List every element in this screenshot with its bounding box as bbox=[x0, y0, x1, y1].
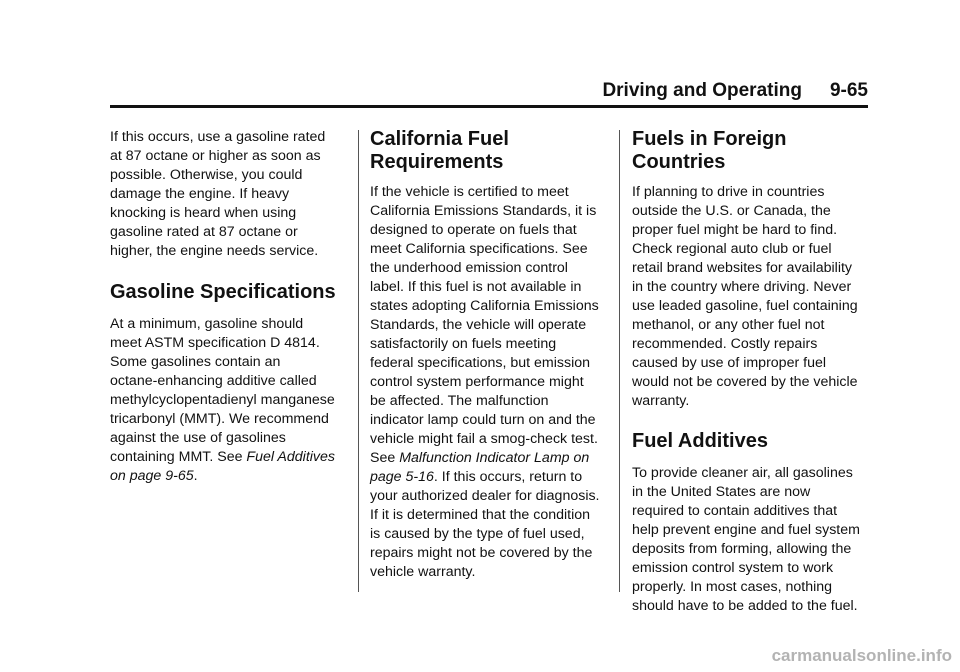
fuel-additives-link[interactable]: Fuel Additives bbox=[246, 449, 336, 465]
column-1 bbox=[110, 128, 350, 486]
california-fuel-heading: California Fuel Requirements bbox=[370, 128, 509, 173]
fuel-additives-heading: Fuel Additives bbox=[632, 430, 768, 452]
page-number: 9-65 bbox=[829, 80, 868, 101]
malfunction-indicator-lamp-link[interactable]: Malfunction Indicator Lamp on bbox=[399, 450, 590, 466]
fuels-in-foreign-countries-heading: Fuels in Foreign Countries bbox=[632, 128, 787, 173]
section-title: Driving and Operating bbox=[602, 80, 802, 101]
fuel-additives-paragraph: To provide cleaner air, all gasolines in the United States are now required to contain additives that help prevent engine and fuel system deposits from forming, allowing the emission control system to work properly. In most cases, nothing should have to be added to the fuel. bbox=[632, 465, 860, 614]
malfunction-indicator-page-link[interactable]: page 5-16 bbox=[370, 469, 434, 485]
foreign-countries-paragraph: If planning to drive in countries outside the U.S. or Canada, the proper fuel might be hard to find. Check regional auto club or fuel retail brand websites for availability in the country where driving. Never use leaded gasoline, fuel containing methanol, or any other fuel not recommended. Costly repairs caused by use of improper fuel would not be covered by the vehicle warranty. bbox=[632, 184, 858, 409]
column-2 bbox=[370, 128, 610, 582]
header-rule bbox=[110, 105, 868, 108]
column-3 bbox=[632, 128, 872, 616]
fuel-additives-page-link[interactable]: on page 9-65 bbox=[110, 468, 194, 484]
watermark: carmanualsonline.info bbox=[771, 646, 952, 665]
gasoline-specifications-heading: Gasoline Specifications bbox=[110, 281, 336, 303]
column-divider-2 bbox=[619, 130, 620, 592]
california-fuel-paragraph: If the vehicle is certified to meet California Emissions Standards, it is designed to operate on fuels that meet California specifications. See the underhood emission control label. If this fuel is not available in states adopting California Emissions Standards, the vehicle will operate satisfactorily on fuels meeting federal specifications, but emission control system performance might be affected. The malfunction indicator lamp could turn on and the vehicle might fail a smog-check test. See Malfunction Indicator Lamp on page 5-16. If this occurs, return to your authorized dealer for diagnosis. If it is determined that the condition is caused by the type of fuel used, repairs might not be covered by the vehicle warranty. bbox=[370, 184, 600, 580]
page-header bbox=[110, 80, 868, 106]
gasoline-specifications-paragraph: At a minimum, gasoline should meet ASTM specification D 4814. Some gasolines contain an octane-enhancing additive called methylcyclopentadienyl manganese tricarbonyl (MMT). We recommend against the use of gasolines containing MMT. See Fuel Additives on page 9-65. bbox=[110, 316, 336, 484]
column-divider-1 bbox=[358, 130, 359, 592]
intro-paragraph: If this occurs, use a gasoline rated at 87 octane or higher as soon as possible. Otherwise, you could damage the engine. If heavy knocking is heard when using gasoline rated at 87 octane or higher, the engine needs service. bbox=[110, 129, 326, 259]
